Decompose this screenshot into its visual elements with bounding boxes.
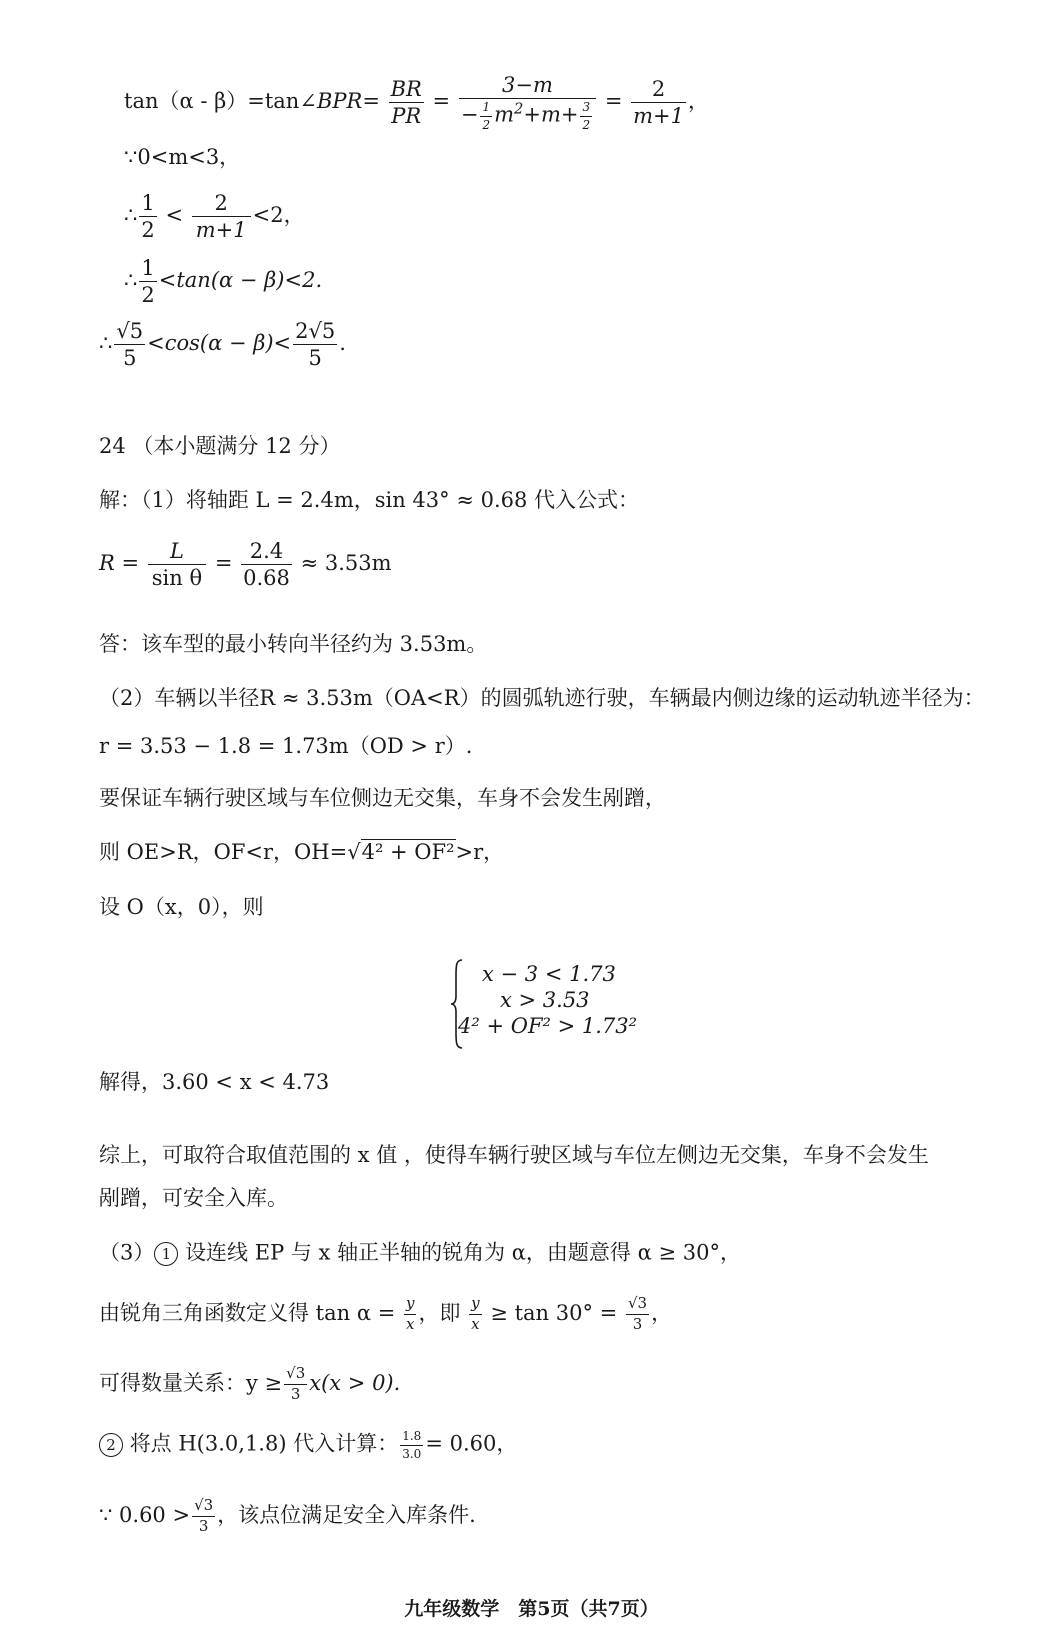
page-footer: 九年级数学 第5页（共7页） <box>404 1598 659 1620</box>
inequality-1: ∴ $\frac{1}{2}$ < $\frac{2}{m+1}$ <2， <box>124 191 305 243</box>
q24-conditions: 则 OE>R，OF<r，OH=√4² + OF²>r， <box>99 840 505 864</box>
q24-inner-radius: r = 3.53 − 1.8 = 1.73m（OD > r）. <box>99 734 473 758</box>
q24-relation: 可得数量关系：y ≥ $\frac{√3}{3}$ x(x > 0). <box>99 1364 401 1403</box>
q24-summary-2: 剐蹭，可安全入库。 <box>99 1186 288 1210</box>
q24-radius-formula: R = $\frac{L}{\text{sin θ}}$ = $\frac{2.4}{0.68}$ ≈ 3.53m <box>99 539 392 591</box>
q24-part3-intro: （3） 1 设连线 EP 与 x 轴正半轴的锐角为 α，由题意得 α ≥ 30°， <box>99 1240 741 1265</box>
system-line-2: x > 3.53 <box>500 988 590 1012</box>
condition-m: ∵0<m<3， <box>124 145 241 169</box>
q24-solution: 解得，3.60 < x < 4.73 <box>99 1070 330 1094</box>
formula-tan-line: tan（α - β）=tan∠BPR= $\frac{BR}{PR}$ = 3−m − $\frac{1}{2}$ $m^2+m+$ $\frac{3}{2}$ = $\frac{2}{m+1}$ ， <box>124 73 709 132</box>
inequality-3: ∴ $\frac{√5}{5}$ <cos(α − β)< $\frac{2√5}{5}$ . <box>99 319 346 371</box>
fraction-br-pr: $\frac{BR}{PR}$ <box>390 77 422 129</box>
q24-tan-definition: 由锐角三角函数定义得 tan α = $\frac{y}{x}$ ，即 $\frac{y}{x}$ ≥ tan 30° = $\frac{√3}{3}$ ， <box>99 1294 673 1333</box>
circled-number-1: 1 <box>154 1242 178 1266</box>
system-line-3: 4² + OF² > 1.73² <box>458 1014 638 1038</box>
q24-part2-intro: （2）车辆以半径R ≈ 3.53m（OA<R）的圆弧轨迹行驶，车辆最内侧边缘的运动轨迹半径为： <box>99 686 985 710</box>
q24-part1-intro: 解：（1）将轴距 L = 2.4m，sin 43° ≈ 0.68 代入公式： <box>99 488 640 512</box>
circled-number-2: 2 <box>99 1433 123 1457</box>
q24-substitute: 2 将点 H(3.0,1.8) 代入计算： $\frac{1.8}{3.0}$ = 0.60， <box>99 1430 517 1460</box>
q24-summary-1: 综上，可取符合取值范围的 x 值 ，使得车辆行驶区域与车位左侧边无交集，车身不会发生 <box>99 1143 929 1167</box>
q24-set-o: 设 O（x，0），则 <box>99 895 264 919</box>
fraction-2-over-m1: $\frac{2}{m+1}$ <box>633 77 684 129</box>
q24-heading: 24 （本小题满分 12 分） <box>99 434 341 458</box>
system-line-1: x − 3 < 1.73 <box>482 962 616 986</box>
q24-conclusion: ∵ 0.60 > $\frac{√3}{3}$ ，该点位满足安全入库条件. <box>99 1496 476 1535</box>
fraction-3m-over-poly: 3−m − $\frac{1}{2}$ $m^2+m+$ $\frac{3}{2}$ <box>459 74 596 131</box>
inequality-2: ∴ $\frac{1}{2}$ <tan(α − β)<2. <box>124 256 323 308</box>
q24-answer: 答：该车型的最小转向半径约为 3.53m。 <box>99 632 488 656</box>
q24-ensure: 要保证车辆行驶区域与车位侧边无交集，车身不会发生剐蹭， <box>99 786 666 810</box>
